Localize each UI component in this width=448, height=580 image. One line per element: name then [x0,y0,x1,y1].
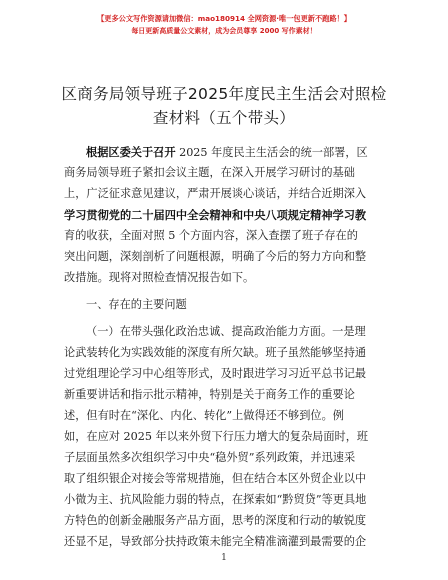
document-title-line-2: 查材料（五个带头） [152,109,296,127]
intro-line-7: 改措施。现将对照检查情况报告如下。 [64,271,255,284]
para1-line-5: 述，但有时在“深化、内化、转化”上做得还不够到位。例 [64,409,344,422]
para1-line-2: 论武装转化为实践效能的深度有所欠缺。班子虽然能够坚持通 [64,346,367,359]
para1-line-6: 如，在应对 2025 年以来外贸下行压力增大的复杂局面时，班 [64,430,369,443]
intro-bold-lead: 根据区委关于召开 [86,145,176,159]
page-number: 1 [221,553,227,563]
intro-line-2: 商务局领导班子紧扣会议主题，在深入开展学习研讨的基础 [64,166,355,179]
promo-banner-line-1: 【更多公文写作资源请加微信：mao180914 全网资源·唯一包更新不跑路！】 [97,14,351,23]
para1-line-3: 过党组理论学习中心组等形式，及时跟进学习习近平总书记最 [64,367,367,380]
para1-line-8: 取了组织银企对接会等常规措施，但在结合本区外贸企业以中 [64,472,367,485]
para1-line-9: 小微为主、抗风险能力弱的特点，在探索如“黔贸贷”等更具地 [64,493,367,506]
document-title-line-1: 区商务局领导班子2025年度民主生活会对照检 [61,85,387,103]
promo-banner-line-2: 每日更新高质量公文素材，成为会员尊享 2000 写作素材！ [131,27,317,35]
intro-line-5: 育的收获，全面对照 5 个方面内容，深入查摆了班子存在的 [64,229,358,242]
section-heading: 一、存在的主要问题 [86,298,187,311]
para1-line-4: 新重要讲话和指示批示精神，特别是关于商务工作的重要论 [64,388,355,401]
para1-line-7: 子层面虽然多次组织学习中央“稳外贸”系列政策，并迅速采 [64,451,356,464]
para1-line-11: 还显不足，导致部分扶持政策未能完全精准滴灌到最需要的企 [64,535,367,548]
intro-line-4: 学习贯彻党的二十届四中全会精神和中央八项规定精神学习教 [64,208,367,222]
intro-line-6: 突出问题，深刻剖析了问题根源，明确了今后的努力方向和整 [64,250,367,263]
para1-line-10: 方特色的创新金融服务产品方面，思考的深度和行动的敏锐度 [64,514,367,527]
intro-line-3: 上，广泛征求意见建议，严肃开展谈心谈话，并结合近期深入 [64,187,367,200]
para1-line-1: （一）在带头强化政治忠诚、提高政治能力方面。一是理 [86,325,366,338]
intro-line-1 [86,145,368,160]
intro-line-1-rest: 2025 年度民主生活会的统一部署，区 [175,146,368,159]
